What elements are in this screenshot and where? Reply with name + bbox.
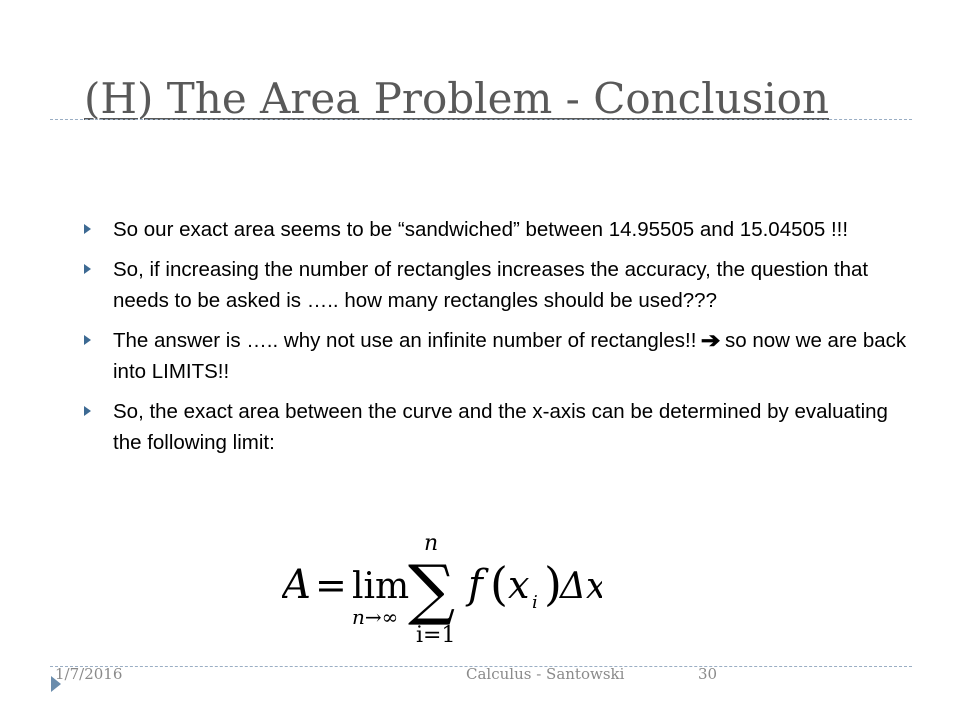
bullet-item <box>84 396 920 458</box>
bullet-text: So, if increasing the number of rectangles increases the accuracy, the question that needs to be asked is ….. how many rectangles should be used??? <box>113 258 869 312</box>
slide-left-margin <box>40 0 42 720</box>
bullet-arrow-icon <box>84 264 91 274</box>
formula-open-paren: ( <box>490 557 508 611</box>
bullet-text: So, the exact area between the curve and the x-axis can be determined by evaluating the following limit: <box>113 400 888 454</box>
footer-page-number: 30 <box>698 665 718 683</box>
footer-course: Calculus - Santowski <box>466 665 625 683</box>
formula-sum-lower: i=1 <box>416 623 456 646</box>
slide-title: (H) The Area Problem - Conclusion <box>84 74 829 123</box>
bullet-text-continued: so now we are back into LIMITS!! <box>113 329 907 383</box>
formula-sum-upper: n <box>424 534 439 556</box>
limit-formula <box>282 534 602 646</box>
formula-close-paren: ) <box>544 557 562 611</box>
bullet-text: So our exact area seems to be “sandwiched” between 14.95505 and 15.04505 !!! <box>113 218 849 241</box>
bullet-arrow-icon <box>84 406 91 416</box>
right-arrow-icon: ➔ <box>700 328 721 353</box>
formula-variable-subscript: i <box>532 592 538 613</box>
bullet-item <box>84 254 920 316</box>
formula-function: f <box>468 562 483 608</box>
bullet-item <box>84 214 920 245</box>
formula-delta: Δx <box>560 566 602 607</box>
bullet-item <box>84 325 920 387</box>
sigma-icon: ∑ <box>408 551 456 628</box>
bullet-text: The answer is ….. why not use an infinite number of rectangles!! <box>113 329 697 352</box>
formula-equals: = <box>315 563 347 607</box>
bullet-arrow-icon <box>84 224 91 234</box>
bullet-list <box>84 214 920 467</box>
title-divider <box>50 119 912 120</box>
formula-lim-subscript: n→∞ <box>352 605 399 629</box>
bullet-arrow-icon <box>84 335 91 345</box>
formula-lim: lim <box>352 566 410 607</box>
formula-variable: x <box>508 563 530 607</box>
formula-lhs: A <box>282 562 311 608</box>
footer-date: 1/7/2016 <box>55 665 123 683</box>
